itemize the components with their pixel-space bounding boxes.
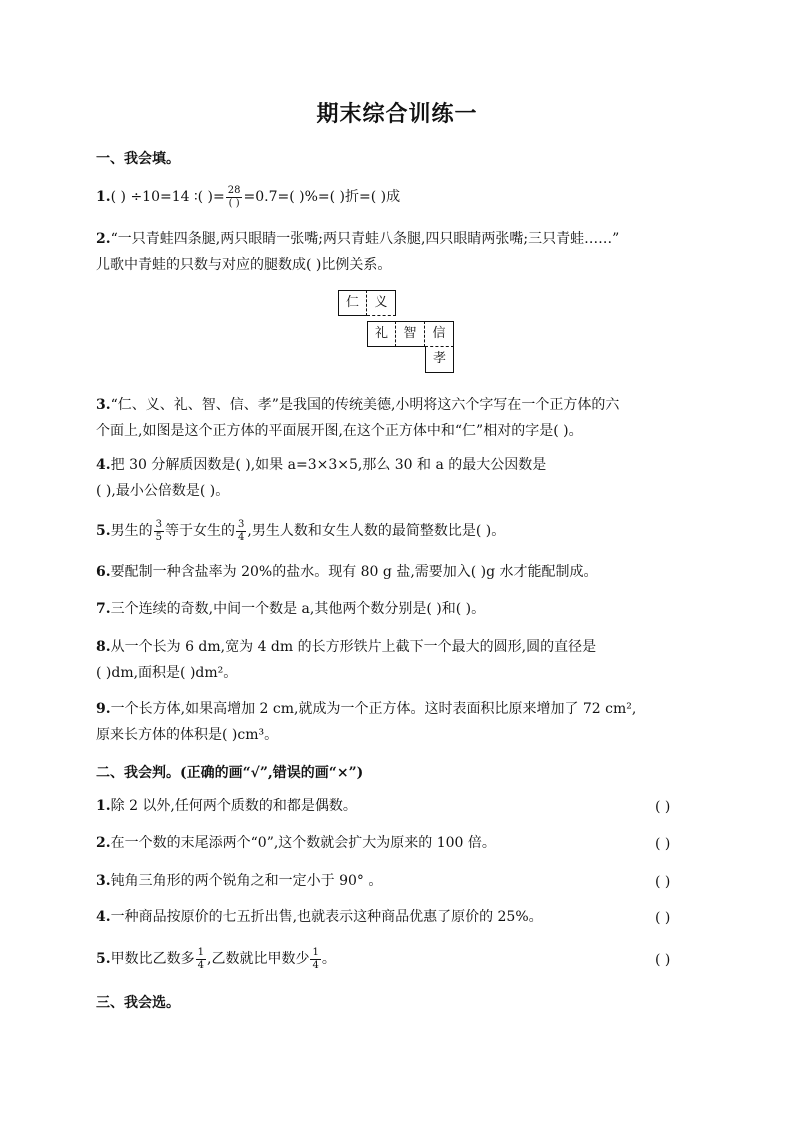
q4-line-1: 把 30 分解质因数是( ),如果 a=3×3×5,那么 30 和 a 的最大公因数是 bbox=[110, 457, 547, 473]
fraction-numerator: 28 bbox=[227, 184, 241, 196]
question-number: 3. bbox=[96, 397, 111, 413]
section-heading-judge: 二、我会判。(正确的画“√”,错误的画“×”) bbox=[96, 765, 364, 781]
fill-question-1 bbox=[96, 184, 400, 210]
judge-5-text-a: 甲数比乙数多 bbox=[110, 951, 195, 967]
fill-question-7 bbox=[96, 596, 485, 622]
judge-3-text: 钝角三角形的两个锐角之和一定小于 90° 。 bbox=[110, 873, 383, 889]
fraction-numerator: 3 bbox=[155, 518, 162, 530]
judge-question-4 bbox=[96, 904, 543, 930]
question-number: 3. bbox=[96, 873, 111, 889]
cube-net-diagram bbox=[338, 290, 478, 380]
section-heading-fill: 一、我会填。 bbox=[96, 151, 180, 167]
question-number: 7. bbox=[96, 601, 111, 617]
fraction-numerator: 1 bbox=[312, 946, 319, 958]
fill-question-4 bbox=[96, 452, 546, 504]
judge-4-text: 一种商品按原价的七五折出售,也就表示这种商品优惠了原价的 25%。 bbox=[110, 909, 543, 925]
net-cell-li: 礼 bbox=[367, 321, 396, 347]
question-number: 2. bbox=[96, 835, 111, 851]
judge-question-1 bbox=[96, 793, 357, 819]
fraction-denominator: 4 bbox=[197, 959, 204, 971]
question-number: 8. bbox=[96, 639, 111, 655]
question-number: 4. bbox=[96, 909, 111, 925]
fraction bbox=[236, 520, 246, 543]
q5-text-a: 男生的 bbox=[110, 523, 153, 539]
q5-text-c: ,男生人数和女生人数的最简整数比是( )。 bbox=[247, 523, 506, 539]
fraction-numerator: 1 bbox=[197, 946, 204, 958]
question-number: 9. bbox=[96, 701, 111, 717]
q1-text-a: ( ) ÷10=14 ∶( )= bbox=[110, 189, 225, 205]
q3-line-1: “仁、义、礼、智、信、孝”是我国的传统美德,小明将这六个字写在一个正方体的六 bbox=[110, 397, 620, 413]
judge-5-text-c: 。 bbox=[321, 951, 336, 967]
q4-line-2: ( ),最小公倍数是( )。 bbox=[96, 483, 230, 499]
fraction bbox=[310, 948, 320, 971]
section-heading-choose: 三、我会选。 bbox=[96, 995, 180, 1011]
answer-parentheses[interactable]: ( ) bbox=[655, 910, 671, 926]
question-number: 6. bbox=[96, 564, 111, 580]
q3-line-2: 个面上,如图是这个正方体的平面展开图,在这个正方体中和“仁”相对的字是( )。 bbox=[96, 423, 583, 439]
net-cell-zhi: 智 bbox=[396, 321, 425, 347]
q1-text-b: =0.7=( )%=( )折=( )成 bbox=[243, 189, 401, 205]
fraction bbox=[154, 520, 164, 543]
q5-text-b: 等于女生的 bbox=[165, 523, 235, 539]
q6-text: 要配制一种含盐率为 20%的盐水。现有 80 g 盐,需要加入( )g 水才能配制成。 bbox=[110, 564, 598, 580]
fill-question-3 bbox=[96, 392, 619, 444]
net-cell-xin: 信 bbox=[425, 321, 454, 347]
net-cell-xiao: 孝 bbox=[425, 347, 454, 373]
fraction-denominator: ( ) bbox=[228, 197, 240, 209]
fraction-denominator: 4 bbox=[312, 959, 319, 971]
question-number: 1. bbox=[96, 189, 111, 205]
fill-question-9 bbox=[96, 696, 636, 748]
net-cell-ren: 仁 bbox=[338, 290, 367, 316]
fill-question-2 bbox=[96, 226, 619, 278]
question-number: 5. bbox=[96, 523, 111, 539]
judge-2-text: 在一个数的末尾添两个“0”,这个数就会扩大为原来的 100 倍。 bbox=[110, 835, 496, 851]
question-number: 4. bbox=[96, 457, 111, 473]
page-title: 期末综合训练一 bbox=[316, 101, 478, 127]
fraction-denominator: 4 bbox=[238, 531, 245, 543]
judge-question-5 bbox=[96, 946, 336, 972]
fraction-denominator: 5 bbox=[155, 531, 162, 543]
answer-parentheses[interactable]: ( ) bbox=[655, 836, 671, 852]
q9-line-1: 一个长方体,如果高增加 2 cm,就成为一个正方体。这时表面积比原来增加了 72 cm², bbox=[110, 701, 637, 717]
fraction bbox=[226, 186, 243, 209]
question-number: 2. bbox=[96, 231, 111, 247]
q7-text: 三个连续的奇数,中间一个数是 a,其他两个数分别是( )和( )。 bbox=[110, 601, 486, 617]
judge-question-2 bbox=[96, 830, 496, 856]
judge-1-text: 除 2 以外,任何两个质数的和都是偶数。 bbox=[110, 798, 357, 814]
judge-5-text-b: ,乙数就比甲数少 bbox=[207, 951, 310, 967]
judge-question-3 bbox=[96, 868, 382, 894]
answer-parentheses[interactable]: ( ) bbox=[655, 952, 671, 968]
q2-line-1: “一只青蛙四条腿,两只眼睛一张嘴;两只青蛙八条腿,四只眼睛两张嘴;三只青蛙……” bbox=[110, 231, 620, 247]
answer-parentheses[interactable]: ( ) bbox=[655, 874, 671, 890]
fill-question-6 bbox=[96, 559, 598, 585]
net-cell-yi: 义 bbox=[367, 290, 396, 316]
fill-question-5 bbox=[96, 518, 505, 544]
q8-line-1: 从一个长为 6 dm,宽为 4 dm 的长方形铁片上截下一个最大的圆形,圆的直径是 bbox=[110, 639, 597, 655]
fraction-numerator: 3 bbox=[238, 518, 245, 530]
q8-line-2: ( )dm,面积是( )dm²。 bbox=[96, 665, 238, 681]
answer-parentheses[interactable]: ( ) bbox=[655, 799, 671, 815]
q9-line-2: 原来长方体的体积是( )cm³。 bbox=[96, 727, 279, 743]
fill-question-8 bbox=[96, 634, 596, 686]
fraction bbox=[196, 948, 206, 971]
question-number: 1. bbox=[96, 798, 111, 814]
q2-line-2: 儿歌中青蛙的只数与对应的腿数成( )比例关系。 bbox=[96, 257, 392, 273]
question-number: 5. bbox=[96, 951, 111, 967]
